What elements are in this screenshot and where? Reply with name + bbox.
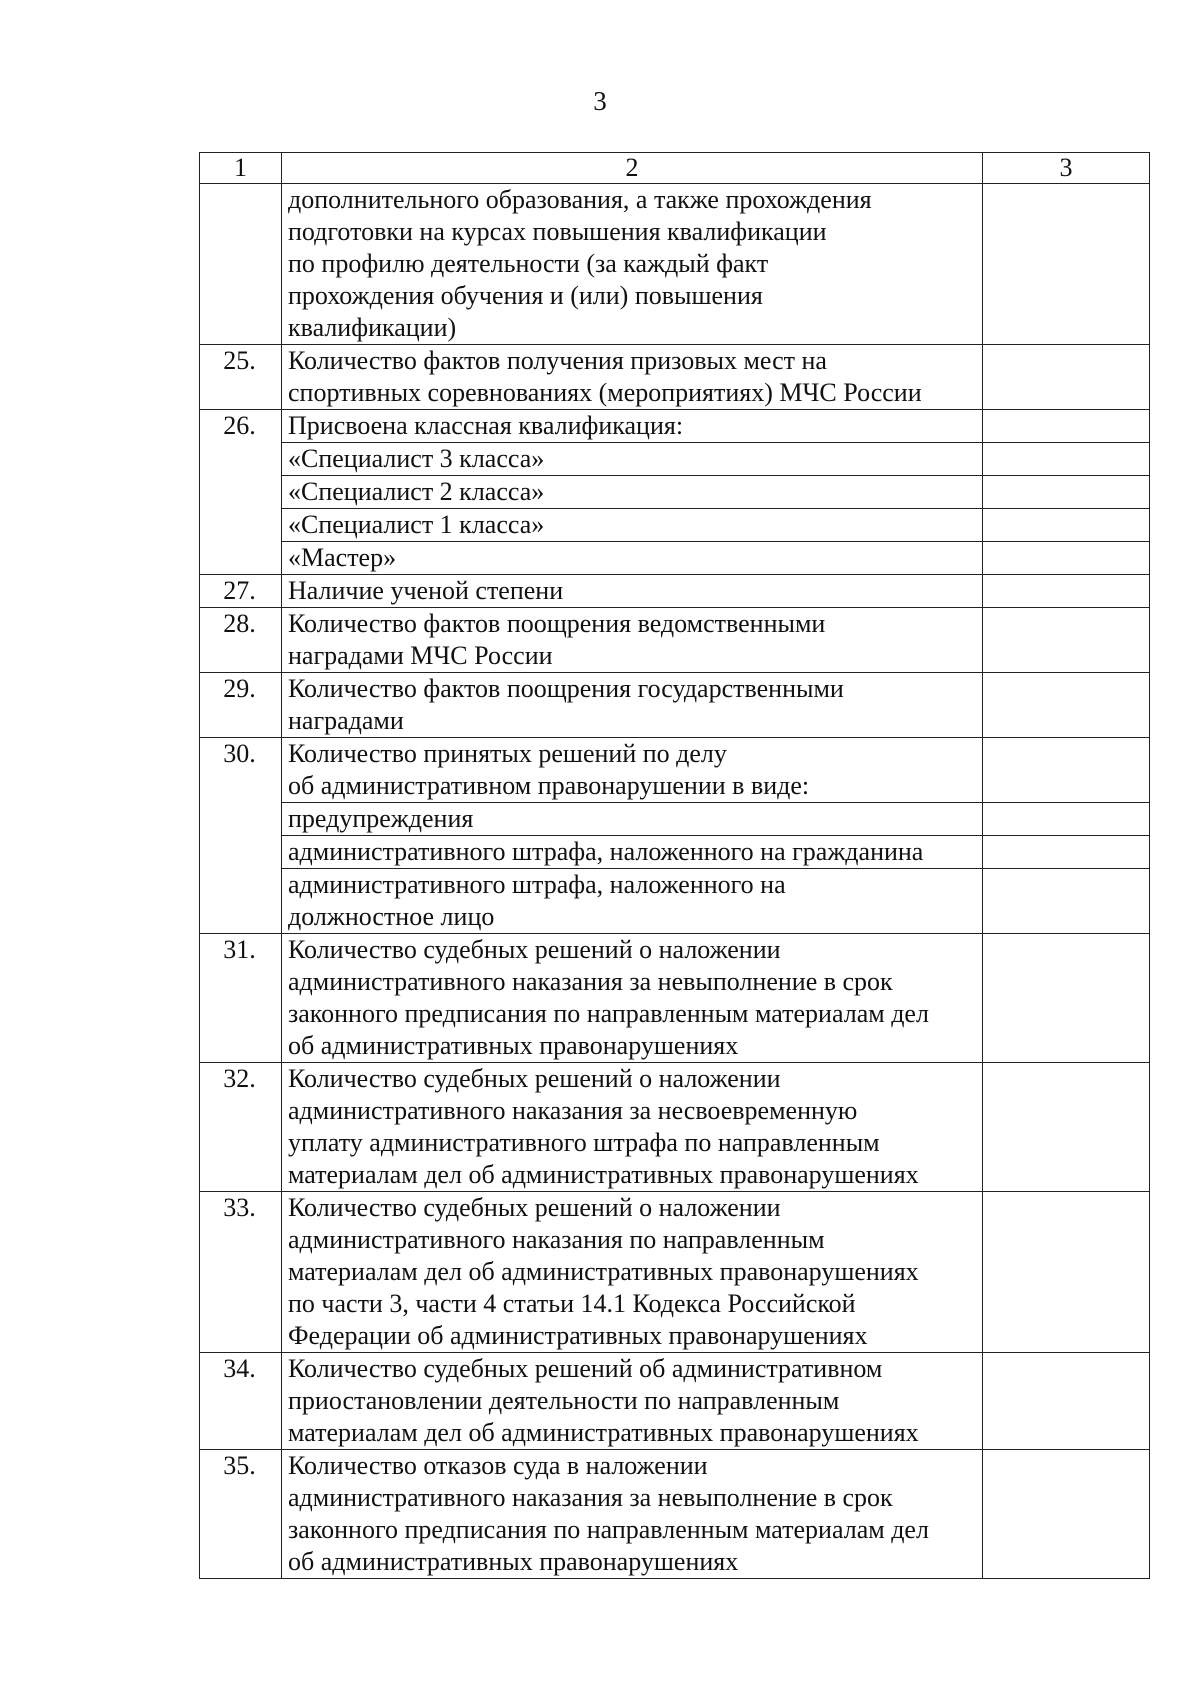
indicator-text-line: приостановлении деятельности по направленным [288,1386,840,1415]
indicator-text-line: Количество судебных решений о наложении [288,1064,781,1093]
indicator-text-line: об административных правонарушениях [288,1031,739,1060]
table-row [200,1450,1150,1579]
table-header-row [200,153,1150,184]
indicators-table [199,152,1150,1579]
indicator-value-cell [983,1192,1150,1353]
indicator-value-cell [983,836,1150,869]
indicator-value-cell [983,509,1150,542]
indicator-text-line: по профилю деятельности (за каждый факт [288,249,769,278]
indicator-text-line: материалам дел об административных правонарушениях [288,1160,919,1189]
indicator-text-line: «Специалист 3 класса» [288,444,545,473]
row-number: 30. [200,738,282,934]
row-number: 33. [200,1192,282,1353]
indicator-text-line: Количество судебных решений об административном [288,1354,883,1383]
row-number [200,184,282,345]
row-number: 26. [200,410,282,575]
indicator-value-cell [983,869,1150,934]
indicator-text-line: Количество принятых решений по делу [288,739,727,768]
indicator-text [282,836,983,869]
table-row [200,542,1150,575]
table-row [200,608,1150,673]
indicator-text [282,869,983,934]
indicator-text [282,476,983,509]
indicator-text-line: административного наказания за несвоевременную [288,1096,858,1125]
row-number: 34. [200,1353,282,1450]
row-number: 27. [200,575,282,608]
table-row [200,184,1150,345]
row-number: 35. [200,1450,282,1579]
table-row [200,836,1150,869]
indicator-text-line: уплату административного штрафа по направленным [288,1128,880,1157]
indicator-text-line: законного предписания по направленным материалам дел [288,999,929,1028]
indicators-table-body [200,153,1150,1579]
indicator-value-cell [983,738,1150,803]
indicator-text-line: по части 3, части 4 статьи 14.1 Кодекса Российской [288,1289,856,1318]
indicator-text-line: «Мастер» [288,543,397,572]
indicator-text-line: об административном правонарушении в виде: [288,771,810,800]
table-row [200,1192,1150,1353]
indicator-value-cell [983,410,1150,443]
indicator-text-line: квалификации) [288,313,457,342]
table-row [200,575,1150,608]
indicator-text-line: Присвоена классная квалификация: [288,411,684,440]
indicator-text-line: Количество отказов суда в наложении [288,1451,708,1480]
indicator-text-line: об административных правонарушениях [288,1547,739,1576]
indicator-text-line: прохождения обучения и (или) повышения [288,281,763,310]
indicator-text [282,184,983,345]
indicator-text-line: материалам дел об административных правонарушениях [288,1418,919,1447]
indicator-text-line: административного штрафа, наложенного на гражданина [288,837,924,866]
indicator-value-cell [983,184,1150,345]
indicator-value-cell [983,575,1150,608]
indicator-value-cell [983,1353,1150,1450]
page-number: 3 [593,86,607,116]
table-row [200,509,1150,542]
indicator-text-line: административного наказания по направленным [288,1225,825,1254]
indicator-text-line: должностное лицо [288,902,495,931]
indicator-text [282,803,983,836]
indicator-text-line: административного наказания за невыполнение в срок [288,967,893,996]
indicator-value-cell [983,934,1150,1063]
indicator-text [282,509,983,542]
indicator-text [282,608,983,673]
indicator-value-cell [983,542,1150,575]
indicator-value-cell [983,476,1150,509]
indicator-text-line: Количество фактов поощрения ведомственными [288,609,826,638]
indicator-text [282,575,983,608]
indicator-text [282,1063,983,1192]
row-number: 25. [200,345,282,410]
indicator-value-cell [983,1063,1150,1192]
indicator-text-line: Количество фактов получения призовых мест на [288,346,827,375]
indicator-text-line: законного предписания по направленным материалам дел [288,1515,929,1544]
table-row [200,934,1150,1063]
indicator-text [282,1353,983,1450]
table-row [200,803,1150,836]
indicator-value-cell [983,443,1150,476]
indicator-text-line: предупреждения [288,804,474,833]
indicator-text-line: дополнительного образования, а также прохождения [288,185,872,214]
indicator-text-line: «Специалист 2 класса» [288,477,545,506]
header-col-3: 3 [983,153,1150,184]
table-row [200,476,1150,509]
indicator-text [282,934,983,1063]
table-row [200,410,1150,443]
header-col-2: 2 [282,153,983,184]
table-row [200,345,1150,410]
indicator-value-cell [983,1450,1150,1579]
indicator-text-line: Федерации об административных правонарушениях [288,1321,868,1350]
indicator-text-line: Количество фактов поощрения государственными [288,674,844,703]
indicator-value-cell [983,803,1150,836]
indicator-text [282,673,983,738]
indicator-value-cell [983,673,1150,738]
indicator-text [282,443,983,476]
indicator-text-line: Наличие ученой степени [288,576,564,605]
indicator-text-line: подготовки на курсах повышения квалификации [288,217,827,246]
indicator-value-cell [983,345,1150,410]
row-number: 31. [200,934,282,1063]
indicator-value-cell [983,608,1150,673]
header-col-1: 1 [200,153,282,184]
indicator-text-line: материалам дел об административных правонарушениях [288,1257,919,1286]
indicator-text [282,345,983,410]
table-row [200,738,1150,803]
indicator-text [282,542,983,575]
indicator-text-line: наградами [288,706,404,735]
table-row [200,1063,1150,1192]
row-number: 28. [200,608,282,673]
indicator-text-line: спортивных соревнованиях (мероприятиях) МЧС России [288,378,922,407]
row-number: 32. [200,1063,282,1192]
indicator-text [282,738,983,803]
indicator-text-line: административного наказания за невыполнение в срок [288,1483,893,1512]
indicator-text-line: Количество судебных решений о наложении [288,935,781,964]
indicator-text-line: наградами МЧС России [288,641,553,670]
indicator-text [282,1450,983,1579]
indicator-text [282,1192,983,1353]
table-row [200,673,1150,738]
indicator-text-line: «Специалист 1 класса» [288,510,545,539]
indicator-text-line: административного штрафа, наложенного на [288,870,786,899]
table-row [200,1353,1150,1450]
indicator-text-line: Количество судебных решений о наложении [288,1193,781,1222]
table-row [200,443,1150,476]
indicator-text [282,410,983,443]
row-number: 29. [200,673,282,738]
table-row [200,869,1150,934]
